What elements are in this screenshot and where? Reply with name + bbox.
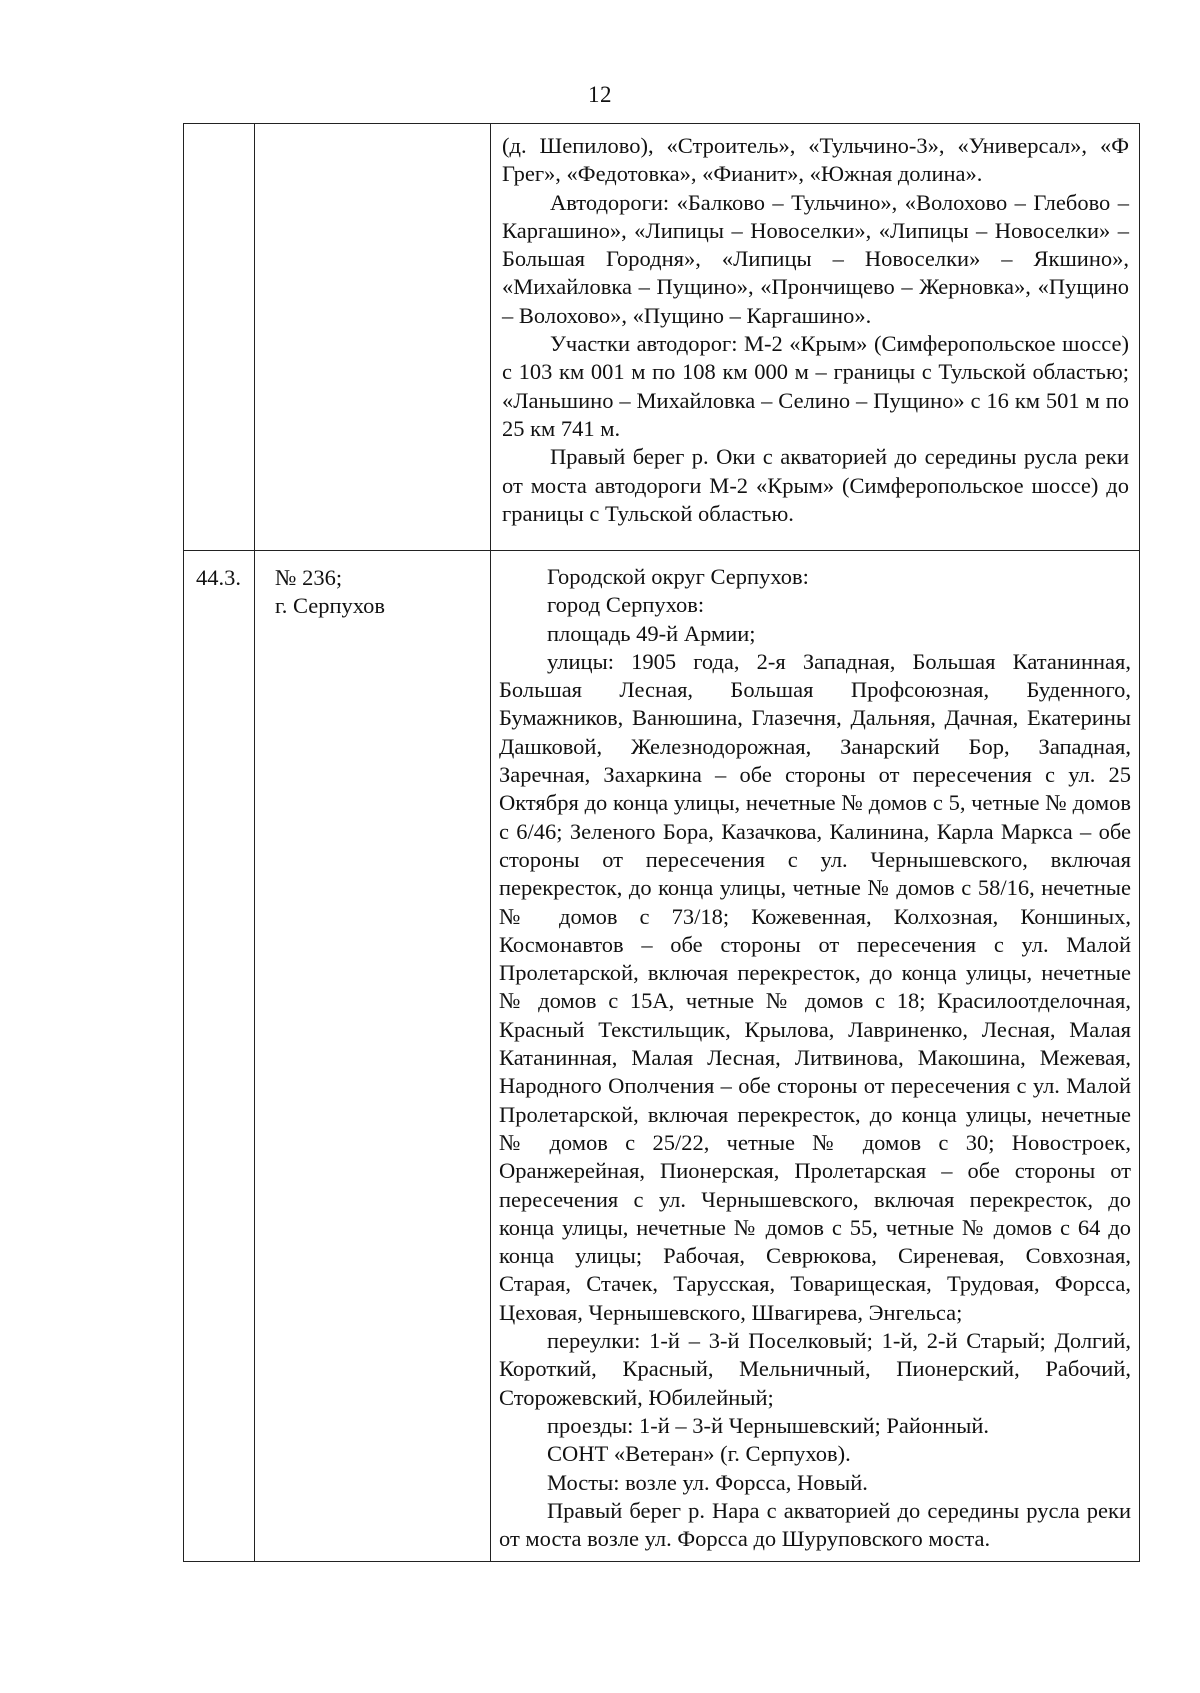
item-name-cell	[255, 124, 491, 551]
description-paragraph: Участки автодорог: М-2 «Крым» (Симферопольское шоссе) с 103 км 001 м по 108 км 000 м – границы с Тульской областью; «Ланьшино – Михайловка – Селино – Пущино» с 16 км 501 м по 25 км 741 м.	[502, 331, 1129, 441]
description-paragraph: Правый берег р. Нара с акваторией до середины русла реки от моста возле ул. Форсса до Шуруповского моста.	[499, 1497, 1131, 1552]
item-name-cell	[255, 551, 491, 1562]
regulation-table	[183, 123, 1140, 1562]
item-number-cell: 44.3.	[184, 551, 255, 1562]
table-row	[184, 551, 1140, 1562]
page-number: 12	[588, 82, 612, 107]
description-paragraph: Правый берег р. Оки с акваторией до середины русла реки от моста автодороги М-2 «Крым» (Симферопольское шоссе) до границы с Тульской областью.	[502, 444, 1129, 526]
table-row	[184, 124, 1140, 551]
item-description-cell	[491, 551, 1140, 1562]
description-paragraph: улицы: 1905 года, 2-я Западная, Большая Катанинная, Большая Лесная, Большая Профсоюзная, Буденного, Бумажников, Ванюшина, Глазечня, Дальняя, Дачная, Екатерины Дашковой, Железнодорожная, Занарский Бор, Западная, Заречная, Захаркина – обе стороны от пересечения с ул. 25 Октября до конца улицы, нечетные № домов с 5, четные № домов с 6/46; Зеленого Бора, Казачкова, Калинина, Карла Маркса – обе стороны от пересечения с ул. Чернышевского, включая перекресток, до конца улицы, четные № домов с 58/16, нечетные № домов с 73/18; Кожевенная, Колхозная, Коншиных, Космонавтов – обе стороны от пересечения с ул. Малой Пролетарской, включая перекресток, до конца улицы, нечетные № домов с 15А, четные № домов с 18; Красилоотделочная, Красный Текстильщик, Крылова, Лавриненко, Лесная, Малая Катанинная, Малая Лесная, Литвинова, Макошина, Межевая, Народного Ополчения – обе стороны от пересечения с ул. Малой Пролетарской, включая перекресток, до конца улицы, нечетные № домов с 25/22, четные № домов с 30; Новостроек, Оранжерейная, Пионерская, Пролетарская – обе стороны от пересечения с ул. Чернышевского, включая перекресток, до конца улицы, нечетные № домов с 55, четные № домов с 64 до конца улицы; Рабочая, Севрюкова, Сиреневая, Совхозная, Старая, Стачек, Тарусская, Товарищеская, Трудовая, Форсса, Цеховая, Чернышевского, Швагирева, Энгельса;	[499, 648, 1131, 1325]
description-line: СОНТ «Ветеран» (г. Серпухов).	[547, 1441, 851, 1467]
polling-station-location: г. Серпухов	[275, 593, 386, 619]
description-paragraph: переулки: 1-й – 3-й Поселковый; 1-й, 2-й Старый; Долгий, Короткий, Красный, Мельничный, Пионерский, Рабочий, Сторожевский, Юбилейный;	[499, 1328, 1131, 1410]
description-line: город Серпухов:	[547, 592, 705, 618]
description-line: Городской округ Серпухов:	[547, 564, 809, 589]
polling-station-number: № 236;	[275, 565, 343, 590]
item-number-cell	[184, 124, 255, 551]
item-description-cell	[491, 124, 1140, 551]
description-paragraph: Автодороги: «Балково – Тульчино», «Волохово – Глебово – Каргашино», «Липицы – Новоселки», «Липицы – Новоселки» – Большая Городня», «Липицы – Новоселки» – Якшино», «Михайловка – Пущино», «Прончищево – Жерновка», «Пущино – Волохово», «Пущино – Каргашино».	[502, 189, 1129, 328]
description-line: площадь 49-й Армии;	[547, 620, 756, 646]
description-line: проезды: 1-й – 3-й Чернышевский; Районный.	[547, 1412, 990, 1438]
description-line: Мосты: возле ул. Форсса, Новый.	[547, 1469, 868, 1495]
description-paragraph: (д. Шепилово), «Строитель», «Тульчино-3», «Универсал», «Ф Грег», «Федотовка», «Фианит», «Южная долина».	[502, 133, 1129, 187]
